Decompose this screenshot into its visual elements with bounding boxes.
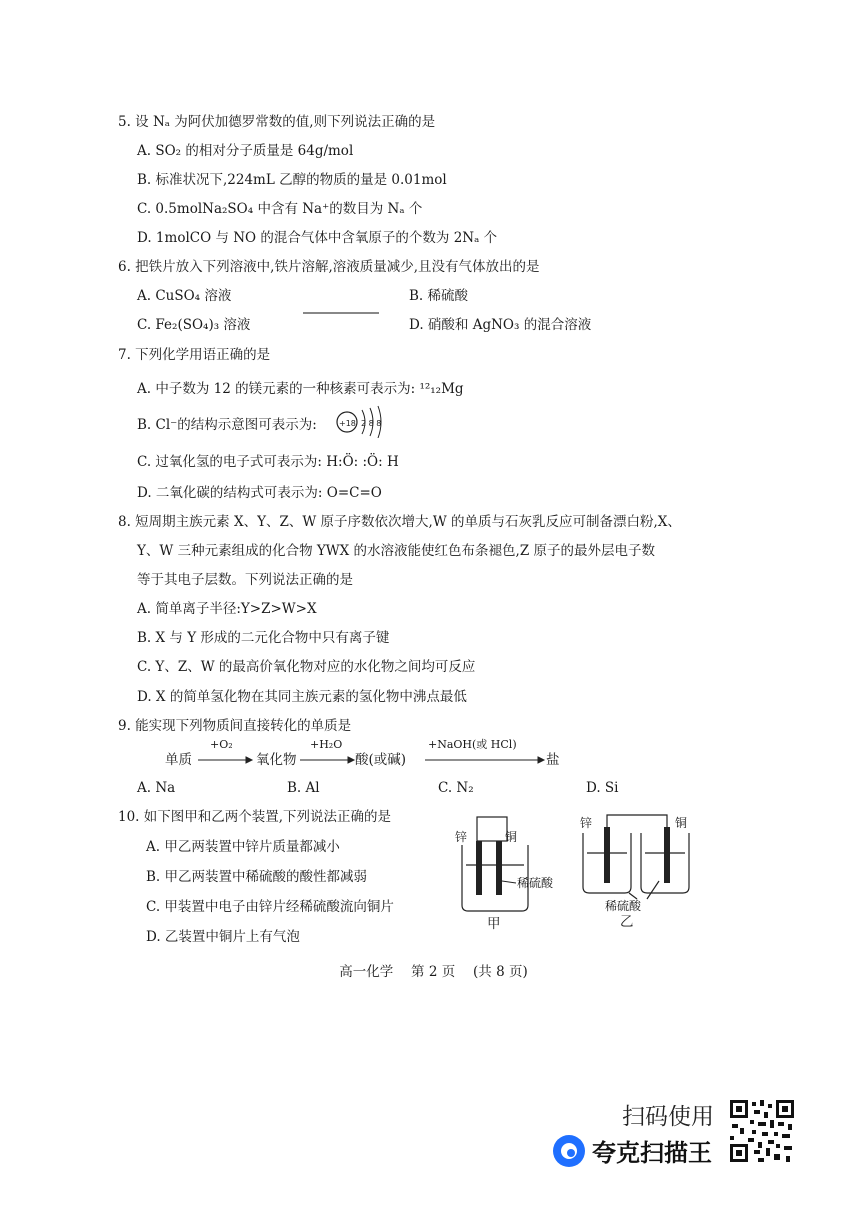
qr-code-icon[interactable] [728,1098,796,1164]
q5-option-c: C. 0.5molNa₂SO₄ 中含有 Na⁺的数目为 Nₐ 个 [137,201,423,217]
page-footer: 高一化学 第 2 页 (共 8 页) [339,964,528,980]
figure-label-jia: 甲 [487,916,501,932]
q6-option-d: D. 硝酸和 AgNO₃ 的混合溶液 [409,317,592,333]
chain-reagent-2: +H₂O [310,738,343,751]
q10-option-a: A. 甲乙两装置中锌片质量都减小 [146,839,340,855]
acid-pointer-jia [502,881,516,883]
scan-to-use-text: 扫码使用 [622,1104,714,1130]
q6-option-b: B. 稀硫酸 [409,288,469,304]
q10-option-d: D. 乙装置中铜片上有气泡 [146,929,300,945]
q9-option-d: D. Si [586,780,619,796]
shell-electrons: 2 8 8 [361,419,382,428]
chain-reagent-3: +NaOH(或 HCl) [428,738,517,751]
q10-stem: 10. 如下图甲和乙两个装置,下列说法正确的是 [118,809,392,825]
quark-logo-icon [552,1134,586,1168]
chain-salt: 盐 [546,752,560,768]
brand-name: 夸克扫描王 [592,1139,712,1167]
q8-stem-line-1: 8. 短周期主族元素 X、Y、Z、W 原子序数依次增大,W 的单质与石灰乳反应可制备漂白粉,X、 [118,514,681,530]
copper-electrode-jia [496,841,502,895]
q7-stem: 7. 下列化学用语正确的是 [118,347,271,363]
yi-zinc-label: 锌 [580,816,593,830]
q5-option-a: A. SO₂ 的相对分子质量是 64g/mol [137,143,354,159]
jia-acid-label: 稀硫酸 [517,876,554,890]
q8-stem-line-2: Y、W 三种元素组成的化合物 YWX 的水溶液能使红色布条褪色,Z 原子的最外层电子数 [137,543,656,559]
q9-option-a: A. Na [137,780,176,796]
arrow-3-head [538,757,544,763]
yi-acid-label: 稀硫酸 [605,899,642,913]
q7-option-a-text: A. 中子数为 12 的镁元素的一种核素可表示为: [137,381,416,397]
chain-reagent-1: +O₂ [210,738,233,751]
yi-copper-label: 铜 [675,816,688,830]
arrow-2-head [348,757,354,763]
jia-copper-label: 铜 [505,830,518,844]
q10-option-b: B. 甲乙两装置中稀硫酸的酸性都减弱 [146,869,368,885]
zinc-electrode-yi [604,827,610,883]
mg-isotope-formula: ¹²₁₂Mg [419,381,464,397]
q8-option-c: C. Y、Z、W 的最高价氧化物对应的水化物之间均可反应 [137,659,476,675]
arrow-1-head [246,757,252,763]
chain-acid-or-base: 酸(或碱) [355,752,407,768]
q5-stem: 5. 设 Nₐ 为阿伏加德罗常数的值,则下列说法正确的是 [118,114,436,130]
copper-electrode-yi [664,827,670,883]
acid-pointer-yi-right [647,881,659,899]
q8-stem-line-3: 等于其电子层数。下列说法正确的是 [137,572,353,588]
q9-option-c: C. N₂ [438,780,474,796]
q9-option-b: B. Al [287,780,320,796]
q9-stem: 9. 能实现下列物质间直接转化的单质是 [118,718,352,734]
q6-option-a: A. CuSO₄ 溶液 [137,288,232,304]
q7-option-b-text: B. Cl⁻的结构示意图可表示为: [137,417,317,433]
wire-connector-jia [477,817,507,841]
chain-simple-substance: 单质 [165,752,192,768]
external-wire-yi [607,815,667,827]
chain-oxide: 氧化物 [256,752,297,768]
q8-option-b: B. X 与 Y 形成的二元化合物中只有离子键 [137,630,390,646]
nucleus-charge: +18 [339,419,356,428]
q5-option-d: D. 1molCO 与 NO 的混合气体中含氧原子的个数为 2Nₐ 个 [137,230,498,246]
scanner-brand [552,1133,712,1168]
q7-option-d: D. 二氧化碳的结构式可表示为: O=C=O [137,485,382,501]
q6-option-c: C. Fe₂(SO₄)₃ 溶液 [137,317,251,333]
q6-stem: 6. 把铁片放入下列溶液中,铁片溶解,溶液质量减少,且没有气体放出的是 [118,259,540,275]
jia-zinc-label: 锌 [455,830,468,844]
q5-option-b: B. 标准状况下,224mL 乙醇的物质的量是 0.01mol [137,172,447,188]
q8-option-d: D. X 的简单氢化物在其同主族元素的氢化物中沸点最低 [137,689,467,705]
q8-option-a: A. 简单离子半径:Y>Z>W>X [137,601,317,617]
zinc-electrode-jia [476,841,482,895]
q7-option-c-text: C. 过氧化氢的电子式可表示为: [137,454,322,470]
figure-label-yi: 乙 [620,914,634,930]
h2o2-electron-formula: H:Ö: :Ö: H [326,454,399,470]
q10-option-c: C. 甲装置中电子由锌片经稀硫酸流向铜片 [146,899,394,915]
